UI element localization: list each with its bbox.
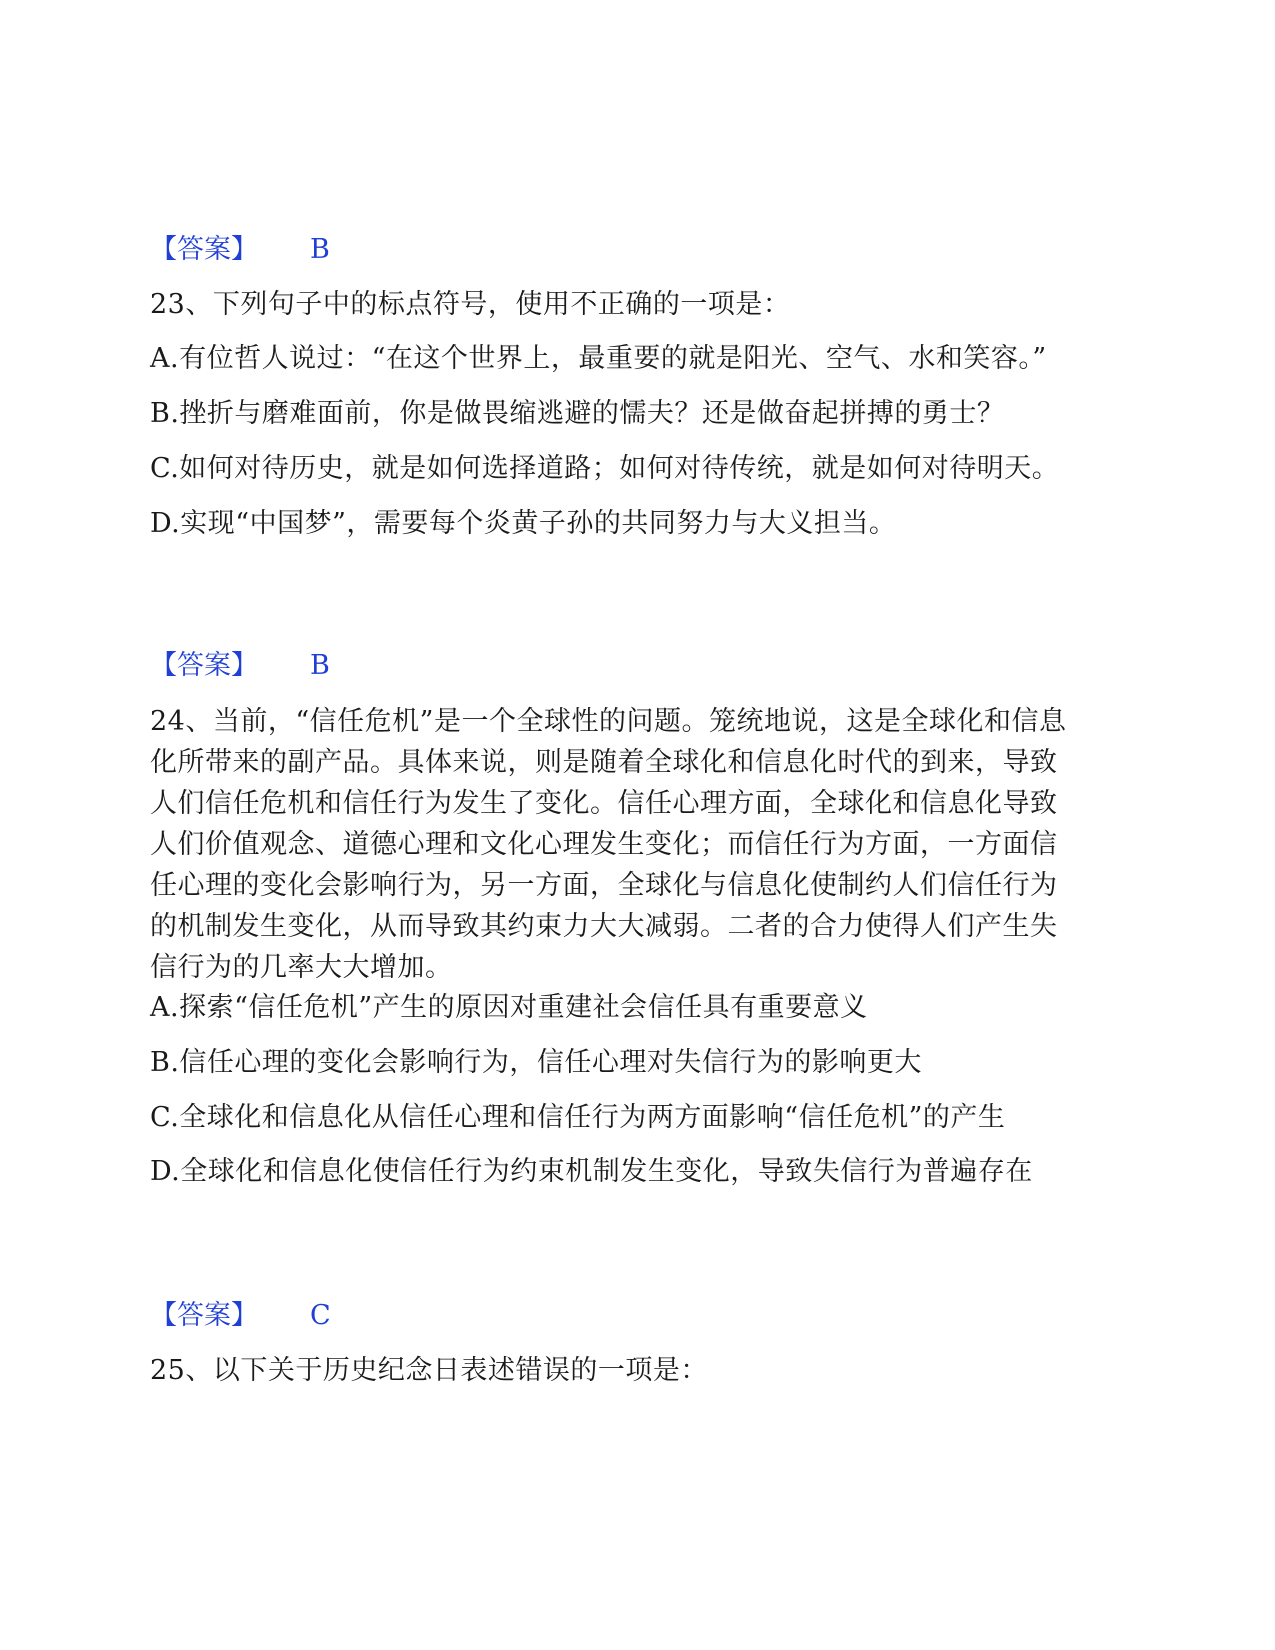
answer-label: 【答案】 [150, 650, 258, 681]
answer-q24 [150, 1296, 1130, 1336]
answer-value: B [310, 650, 330, 681]
passage-line: 任心理的变化会影响行为，另一方面，全球化与信息化使制约人们信任行为 [150, 870, 1058, 901]
question-24-passage [150, 701, 1115, 988]
answer-value: B [310, 234, 330, 265]
question-25-stem: 25、以下关于历史纪念日表述错误的一项是： [150, 1355, 708, 1386]
passage-line: 人们价值观念、道德心理和文化心理发生变化；而信任行为方面，一方面信 [150, 829, 1058, 860]
answer-q22 [150, 230, 1130, 270]
question-23-option-c: C.如何对待历史，就是如何选择道路；如何对待传统，就是如何对待明天。 [150, 453, 1060, 484]
passage-line: 信行为的几率大大增加。 [150, 952, 453, 983]
question-23-option-d: D.实现“中国梦”，需要每个炎黄子孙的共同努力与大义担当。 [150, 508, 897, 539]
passage-line: 24、当前，“信任危机”是一个全球性的问题。笼统地说，这是全球化和信息 [150, 706, 1067, 737]
answer-value: C [310, 1300, 331, 1331]
passage-line: 化所带来的副产品。具体来说，则是随着全球化和信息化时代的到来，导致 [150, 747, 1058, 778]
answer-label: 【答案】 [150, 234, 258, 265]
question-23-stem: 23、下列句子中的标点符号，使用不正确的一项是： [150, 289, 791, 320]
question-24-option-d: D.全球化和信息化使信任行为约束机制发生变化，导致失信行为普遍存在 [150, 1156, 1033, 1187]
question-24-option-a: A.探索“信任危机”产生的原因对重建社会信任具有重要意义 [150, 992, 868, 1023]
answer-q23 [150, 646, 1130, 686]
passage-line: 的机制发生变化，从而导致其约束力大大减弱。二者的合力使得人们产生失 [150, 911, 1058, 942]
answer-label: 【答案】 [150, 1300, 258, 1331]
question-23-option-a: A.有位哲人说过：“在这个世界上，最重要的就是阳光、空气、水和笑容。” [150, 343, 1047, 374]
question-24-option-c: C.全球化和信息化从信任心理和信任行为两方面影响“信任危机”的产生 [150, 1102, 1006, 1133]
question-24-option-b: B.信任心理的变化会影响行为，信任心理对失信行为的影响更大 [150, 1047, 922, 1078]
question-23-option-b: B.挫折与磨难面前，你是做畏缩逃避的懦夫？还是做奋起拼搏的勇士？ [150, 398, 1005, 429]
passage-line: 人们信任危机和信任行为发生了变化。信任心理方面，全球化和信息化导致 [150, 788, 1058, 819]
